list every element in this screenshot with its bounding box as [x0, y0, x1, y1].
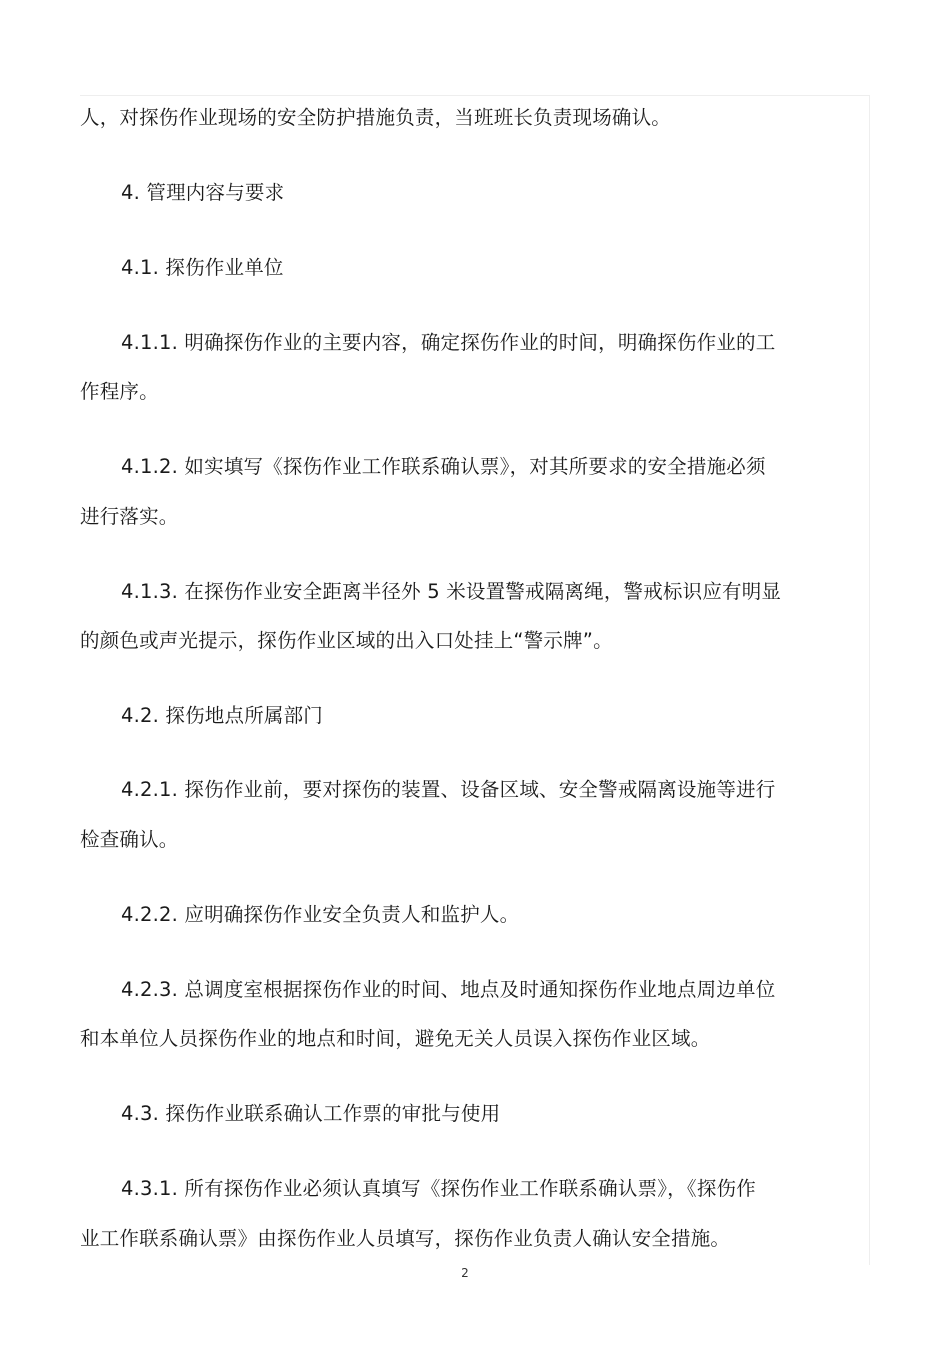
text-line: 业工作联系确认票》由探伤作业人员填写，探伤作业负责人确认安全措施。 — [80, 1227, 731, 1250]
text-line: 进行落实。 — [80, 505, 179, 528]
text-line: 和本单位人员探伤作业的地点和时间，避免无关人员误入探伤作业区域。 — [80, 1027, 711, 1050]
subsection-heading: 4.3. 探伤作业联系确认工作票的审批与使用 — [121, 1102, 501, 1125]
page-number: 2 — [461, 1266, 469, 1280]
text-line: 4.1.1. 明确探伤作业的主要内容，确定探伤作业的时间，明确探伤作业的工 — [121, 331, 776, 354]
text-line: 检查确认。 — [80, 828, 179, 851]
text-line: 4.3.1. 所有探伤作业必须认真填写《探伤作业工作联系确认票》，《探伤作 — [121, 1177, 756, 1200]
text-line: 4.2.1. 探伤作业前，要对探伤的装置、设备区域、安全警戒隔离设施等进行 — [121, 778, 776, 801]
text-line: 4.2.3. 总调度室根据探伤作业的时间、地点及时通知探伤作业地点周边单位 — [121, 978, 776, 1001]
subsection-heading: 4.1. 探伤作业单位 — [121, 256, 284, 279]
text-line: 作程序。 — [80, 380, 159, 403]
text-line: 的颜色或声光提示，探伤作业区域的出入口处挂上“警示牌”。 — [80, 629, 613, 652]
text-line: 人，对探伤作业现场的安全防护措施负责，当班班长负责现场确认。 — [80, 106, 672, 129]
text-line: 4.1.3. 在探伤作业安全距离半径外 5 米设置警戒隔离绳，警戒标识应有明显 — [121, 580, 782, 603]
text-line: 4.1.2. 如实填写《探伤作业工作联系确认票》，对其所要求的安全措施必须 — [121, 455, 766, 478]
subsection-heading: 4.2. 探伤地点所属部门 — [121, 704, 324, 727]
section-heading: 4. 管理内容与要求 — [121, 181, 285, 204]
text-line: 4.2.2. 应明确探伤作业安全负责人和监护人。 — [121, 903, 520, 926]
